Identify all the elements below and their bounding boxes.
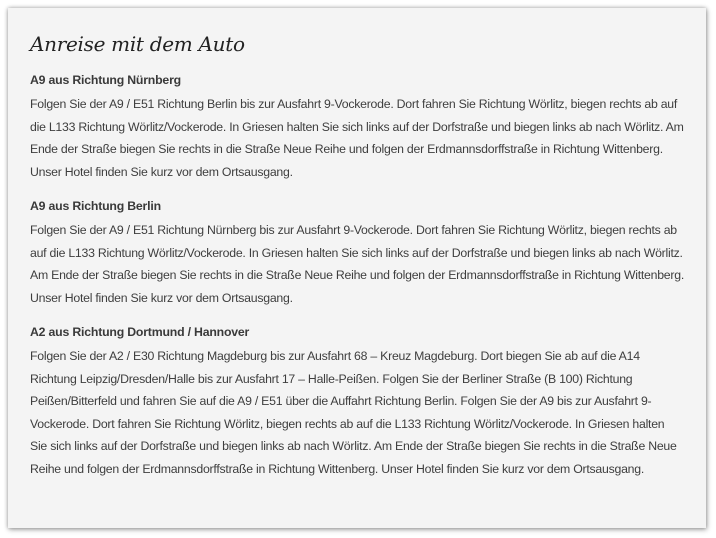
direction-section [30,71,684,183]
page-title: Anreise mit dem Auto [30,32,245,56]
section-body: Folgen Sie der A9 / E51 Richtung Berlin bis zur Ausfahrt 9-Vockerode. Dort fahren Sie Richtung Wörlitz, biegen rechts ab auf die L133 Richtung Wörlitz/Vockerode. In Griesen halten Sie sich links auf der Dorfstraße und biegen links ab nach Wörlitz. Am Ende der Straße biegen Sie rechts in die Straße Neue Reihe und folgen der Erdmannsdorffstraße in Richtung Wittenberg. Unser Hotel finden Sie kurz vor dem Ortsausgang. [30,97,684,179]
direction-section [30,197,684,309]
section-title: A9 aus Richtung Nürnberg [30,73,181,87]
section-title: A2 aus Richtung Dortmund / Hannover [30,325,250,339]
section-title: A9 aus Richtung Berlin [30,199,161,213]
direction-section [30,323,684,480]
directions-card [8,8,706,528]
section-body: Folgen Sie der A9 / E51 Richtung Nürnberg bis zur Ausfahrt 9-Vockerode. Dort fahren Sie Richtung Wörlitz, biegen rechts ab auf die L133 Richtung Wörlitz/Vockerode. In Griesen halten Sie sich links auf der Dorfstraße und biegen links ab nach Wörlitz. Am Ende der Straße biegen Sie rechts in die Straße Neue Reihe und folgen der Erdmannsdorffstraße in Richtung Wittenberg. Unser Hotel finden Sie kurz vor dem Ortsausgang. [30,223,684,305]
section-body: Folgen Sie der A2 / E30 Richtung Magdeburg bis zur Ausfahrt 68 – Kreuz Magdeburg. Dort biegen Sie ab auf die A14 Richtung Leipzig/Dresden/Halle bis zur Ausfahrt 17 – Halle-Peißen. Folgen Sie der Berliner Straße (B 100) Richtung Peißen/Bitterfeld und fahren Sie auf die A9 / E51 über die Auffahrt Richtung Berlin. Folgen Sie der A9 bis zur Ausfahrt 9-Vockerode. Dort fahren Sie Richtung Wörlitz, biegen rechts ab auf die L133 Richtung Wörlitz/Vockerode. In Griesen halten Sie sich links auf der Dorfstraße und biegen links ab nach Wörlitz. Am Ende der Straße biegen Sie rechts in die Straße Neue Reihe und folgen der Erdmannsdorffstraße in Richtung Wittenberg. Unser Hotel finden Sie kurz vor dem Ortsausgang. [30,349,677,476]
